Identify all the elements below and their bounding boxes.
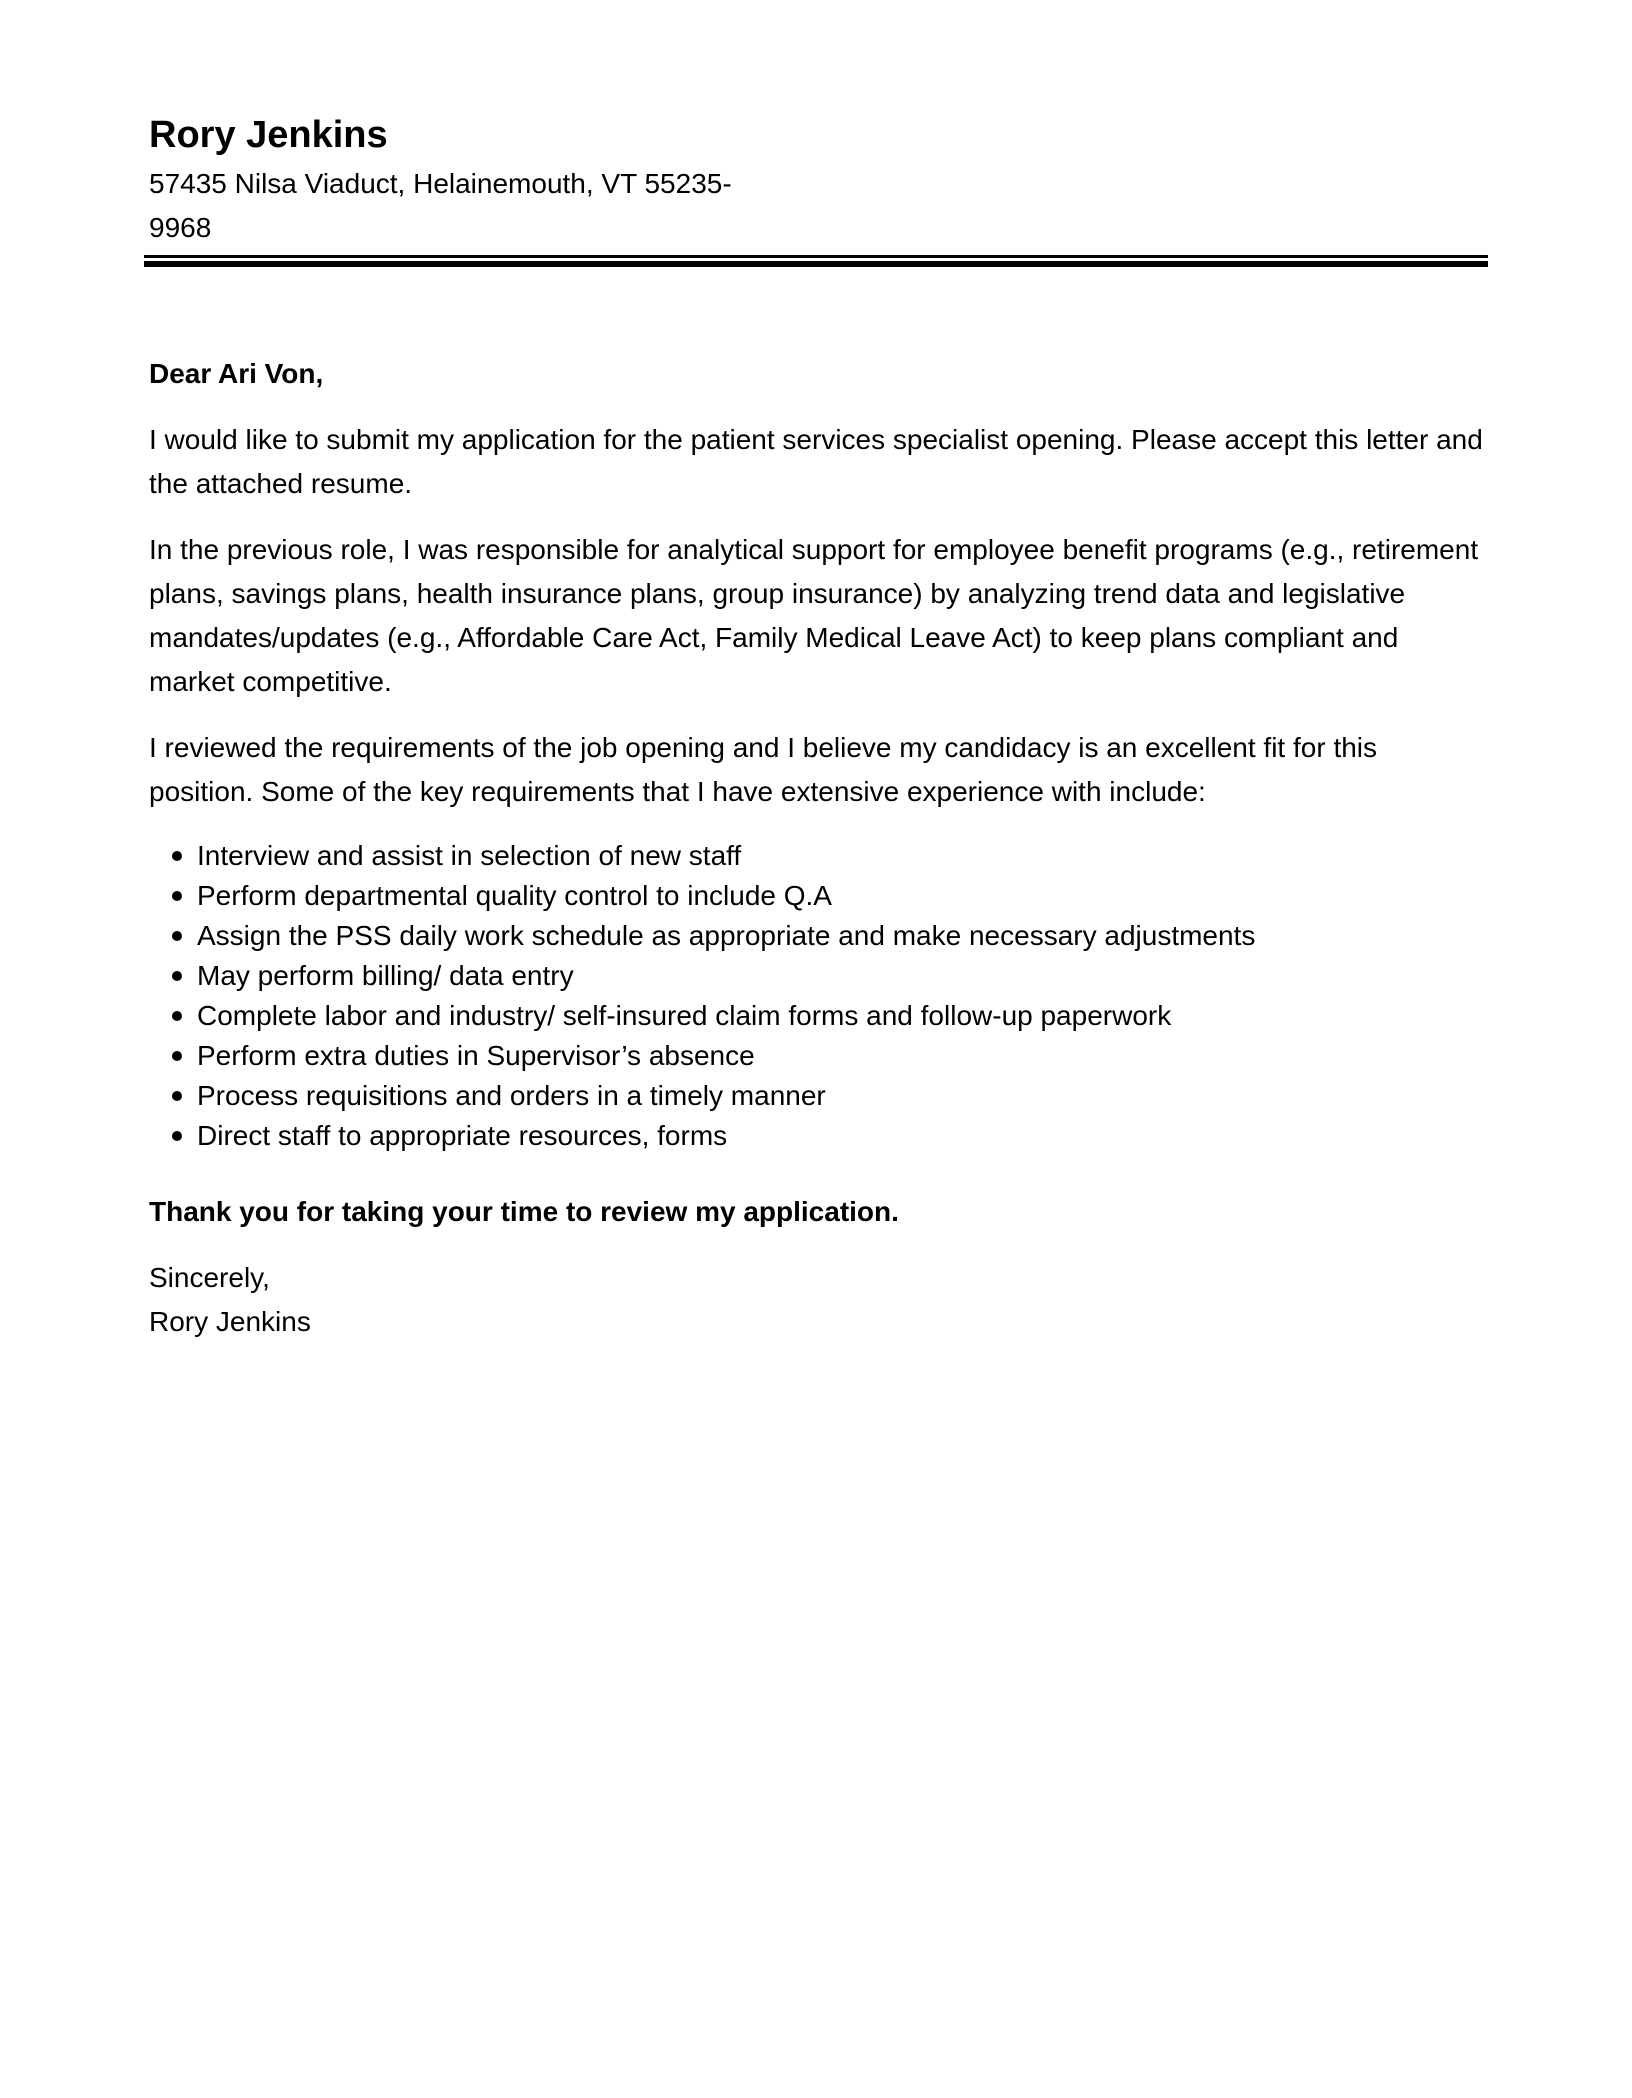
bullet-icon	[172, 971, 182, 981]
bullet-icon	[172, 1011, 182, 1021]
list-item	[149, 1036, 1489, 1076]
list-item	[149, 916, 1489, 956]
bullet-icon	[172, 931, 182, 941]
header-divider-thick	[144, 261, 1488, 267]
list-item-text: Complete labor and industry/ self-insured claim forms and follow-up paperwork	[197, 1000, 1172, 1031]
sender-address: 57435 Nilsa Viaduct, Helainemouth, VT 55235-9968	[149, 168, 732, 243]
list-item	[149, 1116, 1489, 1156]
bullet-icon	[172, 851, 182, 861]
header-divider-thin	[144, 255, 1488, 258]
requirements-list	[149, 836, 1489, 1156]
signature-name: Rory Jenkins	[149, 1306, 311, 1337]
sender-name: Rory Jenkins	[149, 114, 388, 156]
closing-statement: Thank you for taking your time to review my application.	[149, 1196, 899, 1227]
list-item-text: Perform extra duties in Supervisor’s absence	[197, 1040, 755, 1071]
bullet-icon	[172, 1131, 182, 1141]
list-item	[149, 1076, 1489, 1116]
paragraph-experience: In the previous role, I was responsible for analytical support for employee benefit programs (e.g., retirement plans, savings plans, health insurance plans, group insurance) by analyzing trend data and legislative mandates/updates (e.g., Affordable Care Act, Family Medical Leave Act) to keep plans compliant and market competitive.	[149, 534, 1479, 697]
list-item	[149, 996, 1489, 1036]
list-item	[149, 956, 1489, 996]
bullet-icon	[172, 891, 182, 901]
list-item	[149, 876, 1489, 916]
bullet-icon	[172, 1091, 182, 1101]
list-item-text: Assign the PSS daily work schedule as appropriate and make necessary adjustments	[197, 920, 1256, 951]
bullet-icon	[172, 1051, 182, 1061]
letter-header	[149, 108, 749, 250]
salutation: Dear Ari Von,	[149, 358, 324, 389]
list-item-text: Interview and assist in selection of new staff	[197, 840, 742, 871]
sign-off: Sincerely,	[149, 1262, 270, 1293]
list-item-text: Perform departmental quality control to include Q.A	[197, 880, 832, 911]
list-item-text: May perform billing/ data entry	[197, 960, 574, 991]
list-item	[149, 836, 1489, 876]
list-item-text: Direct staff to appropriate resources, forms	[197, 1120, 728, 1151]
paragraph-intro: I would like to submit my application for the patient services specialist opening. Please accept this letter and the attached resume.	[149, 424, 1483, 499]
letter-body	[149, 352, 1489, 1344]
list-item-text: Process requisitions and orders in a timely manner	[197, 1080, 826, 1111]
paragraph-requirements-intro: I reviewed the requirements of the job opening and I believe my candidacy is an excellent fit for this position. Some of the key requirements that I have extensive experience with include:	[149, 732, 1378, 807]
